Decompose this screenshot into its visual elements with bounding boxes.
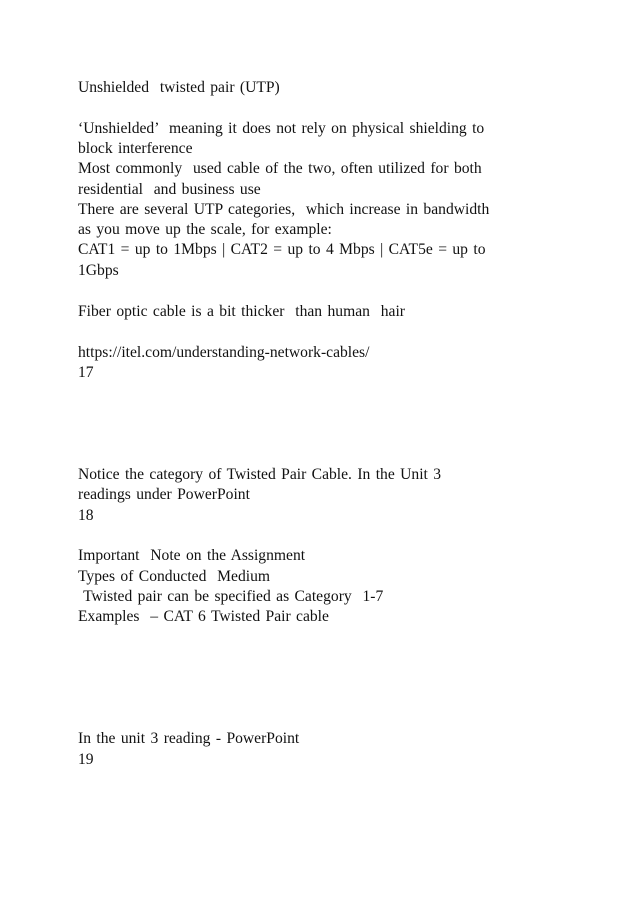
text-line-unit3-reading: In the unit 3 reading - PowerPoint [78,730,300,747]
text-line-category-1-7: Twisted pair can be specified as Category 1-7 [78,588,384,605]
text-line-categories: There are several UTP categories, which increase in bandwidth [78,201,490,218]
text-line-common: Most commonly used cable of the two, often utilized for both [78,160,482,177]
text-line-scale: as you move up the scale, for example: [78,221,332,238]
text-line-fiber: Fiber optic cable is a bit thicker than human hair [78,303,405,320]
text-line-cat-speeds: CAT1 = up to 1Mbps | CAT2 = up to 4 Mbps | CAT5e = up to [78,241,486,258]
page-number-19: 19 [78,751,94,768]
text-line-notice: Notice the category of Twisted Pair Cable. In the Unit 3 [78,466,442,483]
source-url: https://itel.com/understanding-network-cables/ [78,344,370,361]
heading-important-note: Important Note on the Assignment [78,547,306,564]
heading-utp: Unshielded twisted pair (UTP) [78,79,280,96]
text-line-examples: Examples – CAT 6 Twisted Pair cable [78,608,329,625]
text-line-interference: block interference [78,140,193,157]
text-line-1gbps: 1Gbps [78,262,119,279]
text-line-types: Types of Conducted Medium [78,568,271,585]
page-number-18: 18 [78,507,94,524]
text-line-residential: residential and business use [78,181,261,198]
page-number-17: 17 [78,364,94,381]
text-line-unshielded: ‘Unshielded’ meaning it does not rely on physical shielding to [78,120,485,137]
text-line-readings: readings under PowerPoint [78,486,250,503]
